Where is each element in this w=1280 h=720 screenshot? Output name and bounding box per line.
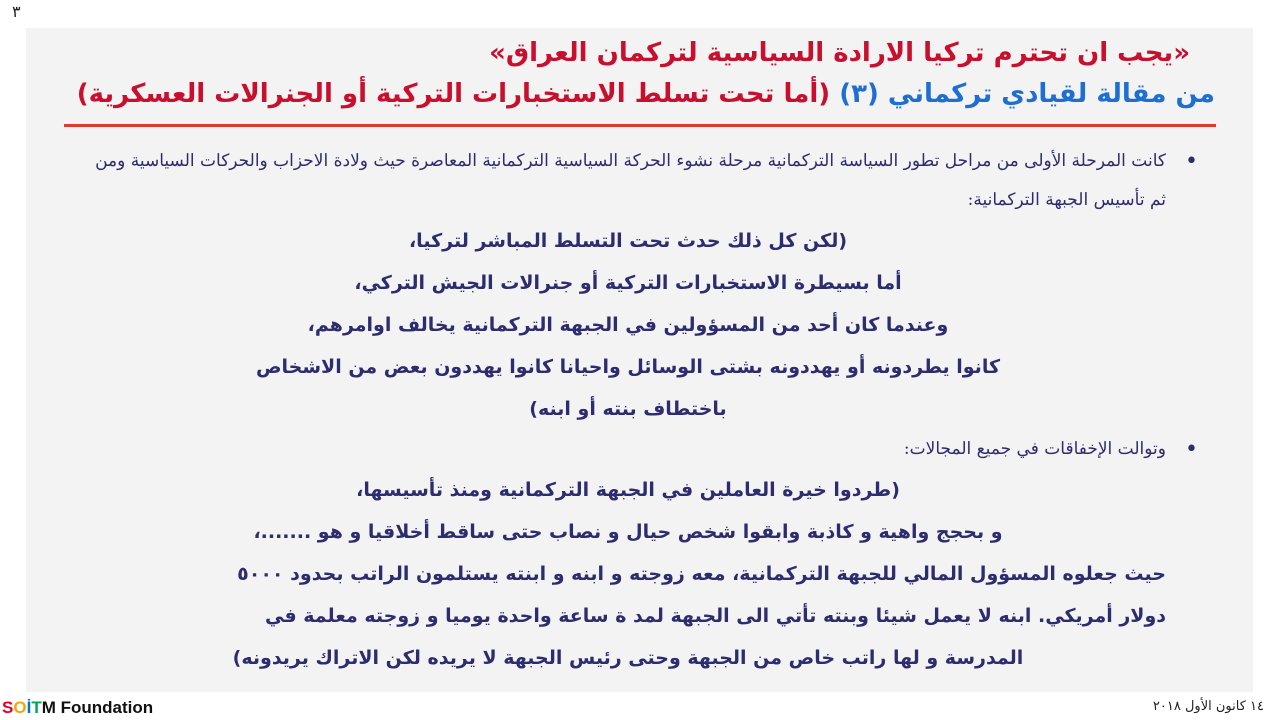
slide-number: ٣ (12, 2, 21, 21)
slide-date: ١٤ كانون الأول ٢٠١٨ (1152, 699, 1264, 714)
quote-line: كانوا يطردونه أو يهددونه بشتى الوسائل واحيانا كانوا يهددون بعض من الاشخاص (255, 356, 1000, 378)
bullet-item-2 (90, 430, 1200, 469)
quote-line: (طردوا خيرة العاملين في الجبهة التركمانية ومنذ تأسيسها، (356, 479, 900, 501)
quote-line: و بحجج واهية و كاذبة وابقوا شخص حيال و نصاب حتى ساقط أخلاقيا و هو .......، (253, 521, 1003, 543)
bullet-icon: • (1185, 437, 1198, 462)
logo-letter: M (41, 698, 56, 717)
logo-letter: T (31, 698, 42, 717)
logo-letter: O (13, 698, 27, 717)
title-number: (٣) (830, 79, 888, 109)
title-line-1: «يجب ان تحترم تركيا الارادة السياسية لتركمان العراق» (489, 38, 1190, 68)
logo-word: Foundation (55, 698, 154, 717)
slide-body (90, 142, 1200, 679)
quote-line: أما بسيطرة الاستخبارات التركية أو جنرالات الجيش التركي، (354, 272, 902, 294)
bullet-text-1: كانت المرحلة الأولى من مراحل تطور السياسة التركمانية مرحلة نشوء الحركة السياسية التركمانية المعاصرة حيث ولادة الاحزاب والحركات السياسية ومن ثم تأسيس الجبهة التركمانية: (95, 151, 1166, 210)
foundation-logo (2, 698, 153, 718)
quote-line: حيث جعلوه المسؤول المالي للجبهة التركمانية، معه زوجته و ابنه و ابنته يستلمون الراتب بحدود ٥٠٠٠ (237, 563, 1166, 585)
quote-line: دولار أمريكي. ابنه لا يعمل شيئا وبنته تأتي الى الجبهة لمد ة ساعة واحدة يوميا و زوجته معلمة في (264, 605, 1166, 627)
quote-line: (لكن كل ذلك حدث تحت التسلط المباشر لتركيا، (408, 230, 848, 252)
quote-block-1 (90, 220, 1166, 430)
quote-line: المدرسة و لها راتب خاص من الجبهة وحتى رئيس الجبهة لا يريده لكن الاتراك يريدونه) (232, 647, 1024, 669)
quote-block-2 (90, 469, 1166, 679)
bullet-item-1 (90, 142, 1200, 220)
quote-line: باختطاف بنته أو ابنه) (529, 398, 727, 420)
title-subtitle: (أما تحت تسلط الاستخبارات التركية أو الجنرالات العسكرية) (76, 79, 831, 109)
quote-line: وعندما كان أحد من المسؤولين في الجبهة التركمانية يخالف اوامرهم، (307, 314, 949, 336)
logo-letter: İ (26, 698, 32, 717)
logo-letter: S (2, 698, 14, 717)
bullet-text-2: وتوالت الإخفاقات في جميع المجالات: (903, 439, 1166, 459)
title-source: من مقالة لقيادي تركماني (887, 79, 1215, 109)
bullet-icon: • (1185, 149, 1198, 174)
title-line-2 (70, 79, 1215, 109)
title-divider (64, 124, 1216, 127)
